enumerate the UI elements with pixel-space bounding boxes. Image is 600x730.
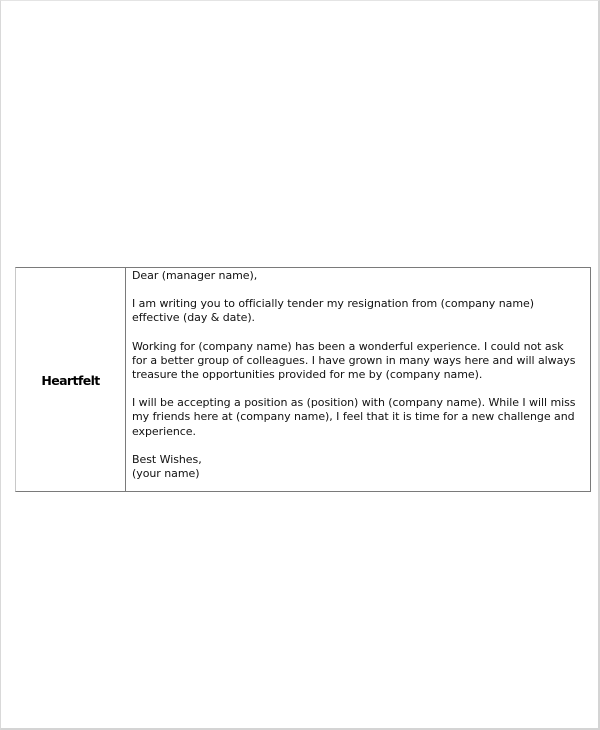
letter-closing: Best Wishes, [132,452,202,466]
text-line: experience. [132,424,196,438]
letter-table [15,267,591,492]
letter-content-cell [126,268,590,491]
row-label-cell [16,268,126,491]
letter-greeting: Dear (manager name), [132,269,258,282]
text-line: Working for (company name) has been a wonderful experience. I could not ask [132,339,564,353]
text-line: I am writing you to officially tender my resignation from (company name) [132,297,534,311]
letter-paragraph-3 [132,396,586,439]
text-line: effective (day & date). [132,311,256,325]
row-label: Heartfelt [41,373,100,388]
text-line: for a better group of colleagues. I have grown in many ways here and will always [132,353,576,367]
text-line: my friends here at (company name), I feel that it is time for a new challenge and [132,410,575,424]
letter-paragraph-2 [132,340,586,383]
letter-signature: (your name) [132,467,200,481]
text-line: I will be accepting a position as (position) with (company name). While I will miss [132,396,576,410]
letter-paragraph-1 [132,297,586,325]
text-line: treasure the opportunities provided for me by (company name). [132,368,483,382]
